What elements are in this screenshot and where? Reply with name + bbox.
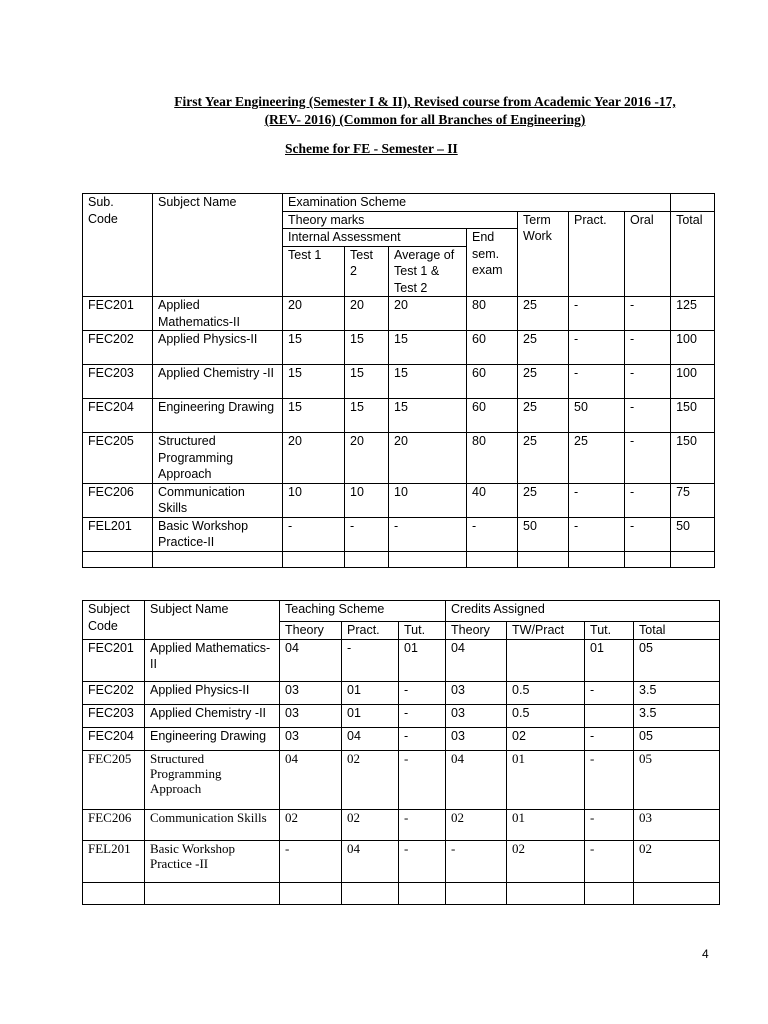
table-cell: - — [399, 704, 446, 727]
table-cell: 01 — [342, 704, 399, 727]
col-header-theory-marks: Theory marks — [283, 211, 518, 229]
table-cell: 02 — [507, 727, 585, 750]
table-cell: 04 — [446, 639, 507, 681]
table-cell: 03 — [280, 681, 342, 704]
table-cell — [389, 551, 467, 567]
table-cell: 50 — [518, 517, 569, 551]
table-cell: 02 — [507, 840, 585, 882]
table-cell — [399, 882, 446, 904]
table-cell: - — [399, 681, 446, 704]
col-header-pract: Pract. — [342, 622, 399, 640]
table-row — [83, 840, 720, 882]
col-header-end-sem-exam: End sem. exam — [467, 229, 518, 297]
table-cell: 05 — [634, 750, 720, 809]
table-cell: 02 — [342, 750, 399, 809]
table-cell: 04 — [342, 840, 399, 882]
table-cell: 03 — [446, 704, 507, 727]
col-header-pract: Pract. — [569, 211, 625, 297]
table-cell: 50 — [671, 517, 715, 551]
table-cell: Applied Mathematics-II — [153, 297, 283, 331]
table-cell: 20 — [389, 297, 467, 331]
table-row — [83, 483, 715, 517]
table-cell: - — [585, 727, 634, 750]
table-row — [83, 331, 715, 365]
table-cell: Communication Skills — [153, 483, 283, 517]
table-row — [83, 809, 720, 840]
col-header-credits-assigned: Credits Assigned — [446, 601, 720, 622]
table-cell — [507, 639, 585, 681]
table-cell: 25 — [518, 399, 569, 433]
table-row — [83, 750, 720, 809]
table-cell: 02 — [634, 840, 720, 882]
table-cell: FEC204 — [83, 727, 145, 750]
col-header-test2: Test 2 — [345, 246, 389, 297]
table-cell: 150 — [671, 433, 715, 484]
table-cell: 100 — [671, 365, 715, 399]
col-header-test1: Test 1 — [283, 246, 345, 297]
table-cell: - — [446, 840, 507, 882]
table-cell: Applied Chemistry -II — [153, 365, 283, 399]
table-cell — [345, 551, 389, 567]
table-cell: 0.5 — [507, 704, 585, 727]
col-header-tut: Tut. — [399, 622, 446, 640]
table-cell: 25 — [518, 331, 569, 365]
col-header-total: Total — [671, 211, 715, 297]
table-row — [83, 517, 715, 551]
table-cell — [83, 882, 145, 904]
table-cell: - — [625, 297, 671, 331]
table-cell: 3.5 — [634, 681, 720, 704]
col-header-teaching-scheme: Teaching Scheme — [280, 601, 446, 622]
table-cell: FEC204 — [83, 399, 153, 433]
table-row — [83, 399, 715, 433]
col-header-credit-tut: Tut. — [585, 622, 634, 640]
col-header-oral: Oral — [625, 211, 671, 297]
table-cell: - — [399, 727, 446, 750]
col-header-subject-name: Subject Name — [145, 601, 280, 640]
table-cell: FEL201 — [83, 840, 145, 882]
table-cell — [625, 551, 671, 567]
col-header-subject-name: Subject Name — [153, 194, 283, 297]
table-cell — [585, 704, 634, 727]
table-cell: 02 — [342, 809, 399, 840]
table-cell — [153, 551, 283, 567]
page-number: 4 — [702, 947, 709, 961]
col-header-average: Average of Test 1 & Test 2 — [389, 246, 467, 297]
table-cell: 80 — [467, 433, 518, 484]
table-cell — [569, 551, 625, 567]
col-header-sub-code: Sub. Code — [83, 194, 153, 297]
table-row — [83, 704, 720, 727]
table-cell: 150 — [671, 399, 715, 433]
table-cell: - — [399, 750, 446, 809]
empty-cell — [671, 194, 715, 212]
table-cell: - — [342, 639, 399, 681]
table-row — [83, 727, 720, 750]
table-cell — [145, 882, 280, 904]
table-cell — [585, 882, 634, 904]
table-cell: FEC203 — [83, 365, 153, 399]
table-cell: 03 — [446, 681, 507, 704]
table-cell: 04 — [342, 727, 399, 750]
table-cell: 20 — [345, 297, 389, 331]
table-cell: FEC201 — [83, 297, 153, 331]
table-cell: 15 — [283, 365, 345, 399]
table-cell: 20 — [283, 297, 345, 331]
table-cell: 80 — [467, 297, 518, 331]
document-title: First Year Engineering (Semester I & II), Revised course from Academic Year 2016 -17, — [174, 94, 676, 109]
table-cell: FEC205 — [83, 433, 153, 484]
table-cell — [83, 551, 153, 567]
table-cell — [518, 551, 569, 567]
table-cell: 60 — [467, 399, 518, 433]
document-subtitle: (REV- 2016) (Common for all Branches of Engineering) — [264, 112, 586, 127]
credits-table — [82, 600, 720, 905]
table-cell: 3.5 — [634, 704, 720, 727]
table-cell: 125 — [671, 297, 715, 331]
table-cell: 04 — [446, 750, 507, 809]
table-cell: - — [569, 483, 625, 517]
table-row — [83, 365, 715, 399]
table-cell: 01 — [342, 681, 399, 704]
table-cell: 20 — [345, 433, 389, 484]
table-cell: 25 — [518, 365, 569, 399]
table-cell: - — [280, 840, 342, 882]
table-cell: - — [585, 809, 634, 840]
table-cell: 75 — [671, 483, 715, 517]
table-cell: FEC201 — [83, 639, 145, 681]
table-cell: Basic Workshop Practice -II — [145, 840, 280, 882]
table-cell: 60 — [467, 331, 518, 365]
table-cell — [467, 551, 518, 567]
table-cell: Applied Physics-II — [153, 331, 283, 365]
table-cell — [634, 882, 720, 904]
table-cell: Applied Mathematics-II — [145, 639, 280, 681]
table-cell — [507, 882, 585, 904]
table-cell: - — [345, 517, 389, 551]
table-cell: 100 — [671, 331, 715, 365]
table-row — [83, 681, 720, 704]
table-row — [83, 297, 715, 331]
table-cell: Engineering Drawing — [153, 399, 283, 433]
table-cell: 15 — [389, 399, 467, 433]
table-cell: Applied Physics-II — [145, 681, 280, 704]
col-header-credit-theory: Theory — [446, 622, 507, 640]
table-cell: 01 — [507, 750, 585, 809]
table-row — [83, 551, 715, 567]
table-cell: 03 — [280, 727, 342, 750]
table-cell: - — [399, 809, 446, 840]
table-cell: 03 — [280, 704, 342, 727]
table-cell: - — [625, 433, 671, 484]
table-cell: 05 — [634, 639, 720, 681]
table-cell: 15 — [345, 331, 389, 365]
scheme-title: Scheme for FE - Semester – II — [285, 141, 458, 156]
table-cell: 50 — [569, 399, 625, 433]
table-cell: 0.5 — [507, 681, 585, 704]
table-cell: - — [625, 399, 671, 433]
col-header-internal-assessment: Internal Assessment — [283, 229, 467, 247]
table-cell — [446, 882, 507, 904]
table-cell: 04 — [280, 750, 342, 809]
table-cell: 25 — [518, 483, 569, 517]
table-cell: - — [585, 681, 634, 704]
table-cell: 15 — [345, 365, 389, 399]
table-row — [83, 433, 715, 484]
table-cell: 10 — [345, 483, 389, 517]
table-cell: 25 — [569, 433, 625, 484]
table-cell — [342, 882, 399, 904]
table-cell: 10 — [389, 483, 467, 517]
table-cell — [671, 551, 715, 567]
table-cell: 03 — [634, 809, 720, 840]
table-cell: 20 — [283, 433, 345, 484]
table-cell: 15 — [283, 331, 345, 365]
table-cell: Applied Chemistry -II — [145, 704, 280, 727]
table-cell: - — [569, 517, 625, 551]
table-cell: FEC206 — [83, 809, 145, 840]
table-cell: - — [569, 365, 625, 399]
table-cell: 15 — [283, 399, 345, 433]
table-cell: 05 — [634, 727, 720, 750]
table-row — [83, 639, 720, 681]
table-cell: FEL201 — [83, 517, 153, 551]
table-cell: - — [585, 750, 634, 809]
table-cell: 15 — [389, 365, 467, 399]
table-cell: 03 — [446, 727, 507, 750]
table-cell: 02 — [446, 809, 507, 840]
table-cell: 04 — [280, 639, 342, 681]
table-row — [83, 882, 720, 904]
table-cell: - — [467, 517, 518, 551]
table-cell: 25 — [518, 433, 569, 484]
table-cell: 15 — [389, 331, 467, 365]
table-cell: - — [389, 517, 467, 551]
table-cell: - — [625, 331, 671, 365]
table-cell: - — [625, 517, 671, 551]
table-cell: 20 — [389, 433, 467, 484]
col-header-tw-pract: TW/Pract — [507, 622, 585, 640]
col-header-subject-code: Subject Code — [83, 601, 145, 640]
table-cell: 15 — [345, 399, 389, 433]
table-cell: FEC202 — [83, 681, 145, 704]
col-header-theory: Theory — [280, 622, 342, 640]
table-cell: 40 — [467, 483, 518, 517]
table-cell: FEC206 — [83, 483, 153, 517]
col-header-credit-total: Total — [634, 622, 720, 640]
table-cell: - — [283, 517, 345, 551]
table-cell: Structured Programming Approach — [145, 750, 280, 809]
col-header-examination-scheme: Examination Scheme — [283, 194, 671, 212]
table-cell: 10 — [283, 483, 345, 517]
table-cell: FEC202 — [83, 331, 153, 365]
table-cell: 01 — [585, 639, 634, 681]
table-cell — [283, 551, 345, 567]
table-cell: - — [585, 840, 634, 882]
table-cell: FEC203 — [83, 704, 145, 727]
table-cell: - — [399, 840, 446, 882]
table-cell: 01 — [507, 809, 585, 840]
table-cell: FEC205 — [83, 750, 145, 809]
table-cell: Basic Workshop Practice-II — [153, 517, 283, 551]
table-cell: 60 — [467, 365, 518, 399]
col-header-term-work: Term Work — [518, 211, 569, 297]
examination-scheme-table — [82, 193, 715, 568]
table-cell: - — [569, 331, 625, 365]
table-cell: - — [569, 297, 625, 331]
table-cell: 02 — [280, 809, 342, 840]
table-cell: Structured Programming Approach — [153, 433, 283, 484]
table-cell: 01 — [399, 639, 446, 681]
table-cell — [280, 882, 342, 904]
table-cell: - — [625, 365, 671, 399]
table-cell: 25 — [518, 297, 569, 331]
table-cell: Engineering Drawing — [145, 727, 280, 750]
table-cell: Communication Skills — [145, 809, 280, 840]
table-cell: - — [625, 483, 671, 517]
